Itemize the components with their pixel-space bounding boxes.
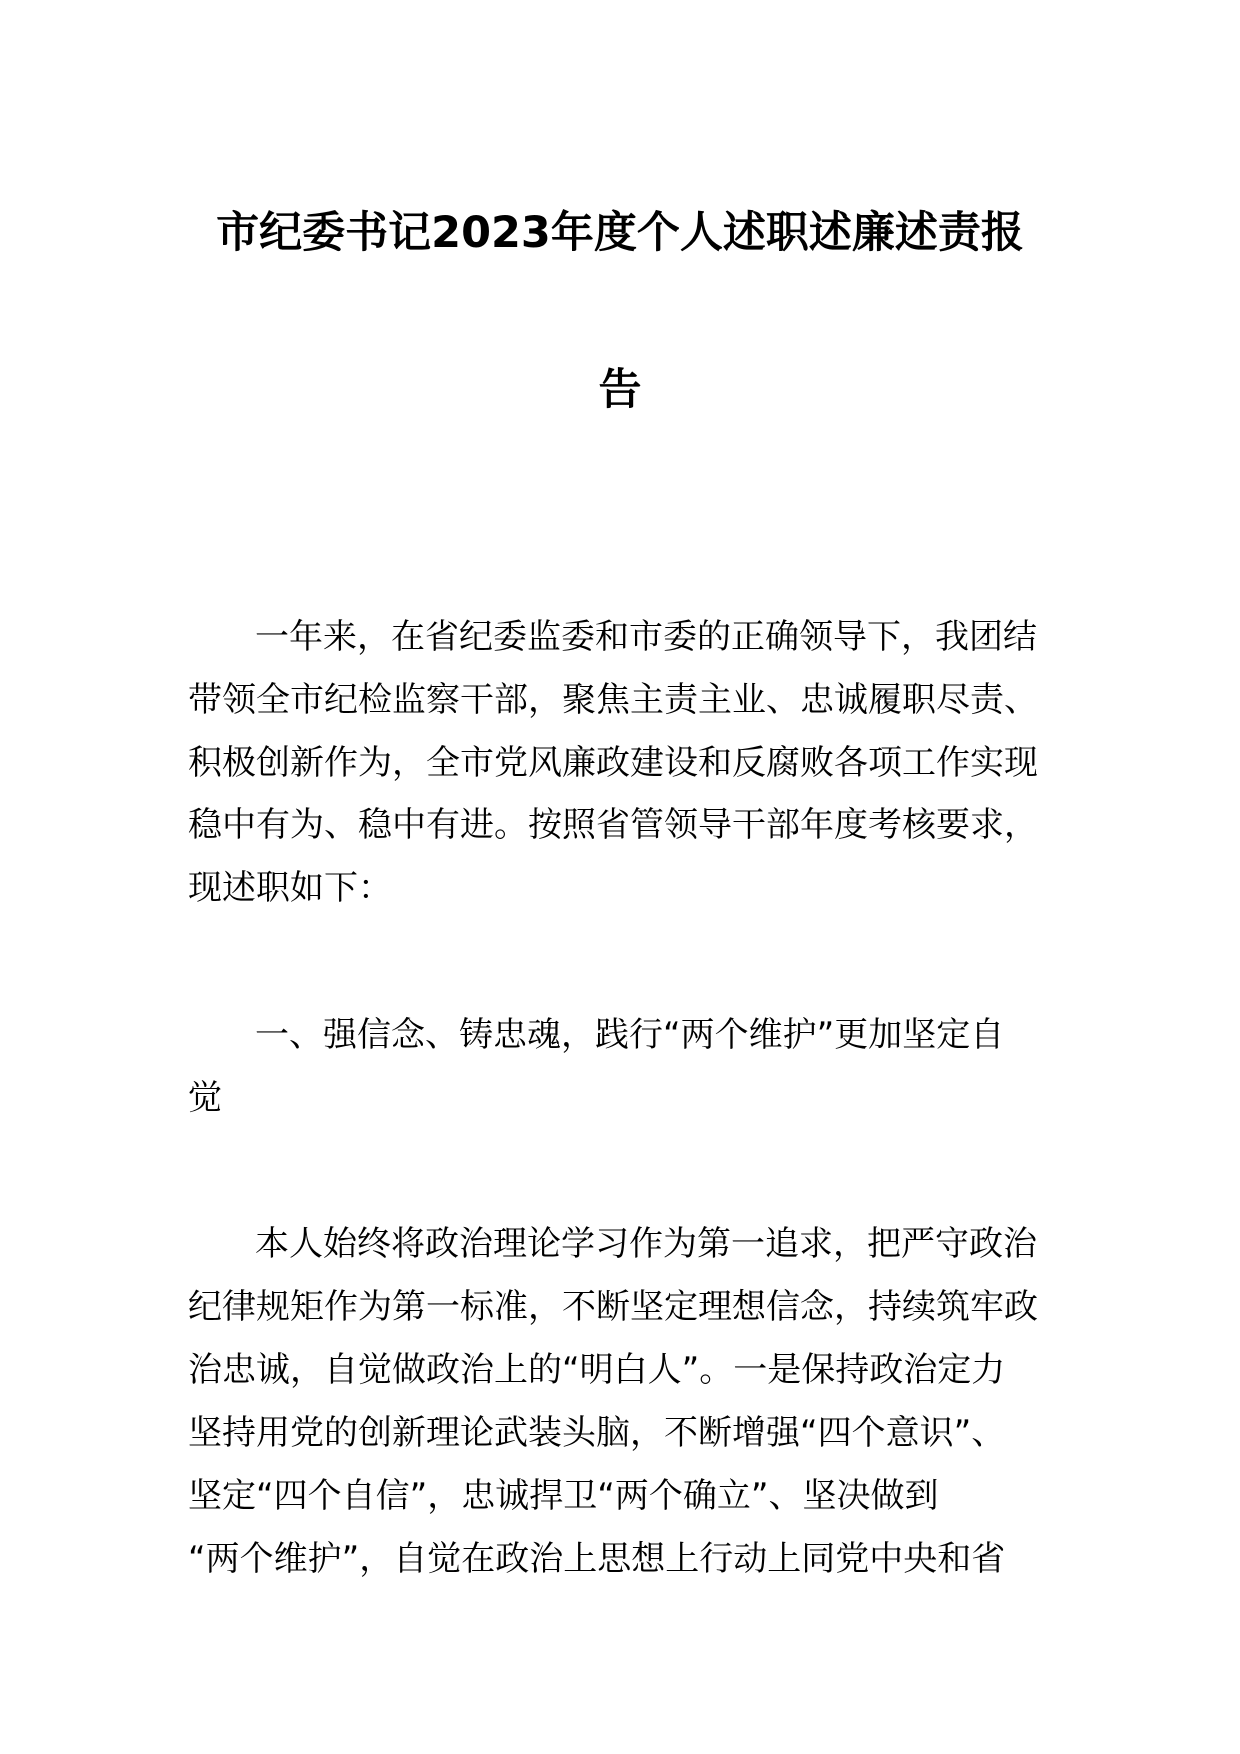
intro-line-1: 一年来，在省纪委监委和市委的正确领导下，我团结: [255, 617, 1037, 657]
intro-line-3: 积极创新作为，全市党风廉政建设和反腐败各项工作实现: [188, 743, 1038, 783]
section1-body-line-6: “两个维护”，自觉在政治上思想上行动上同党中央和省: [188, 1539, 1006, 1579]
section1-heading-line-1: 一、强信念、铸忠魂，践行“两个维护”更加坚定自: [255, 1015, 1005, 1055]
section1-body-line-2: 纪律规矩作为第一标准，不断坚定理想信念，持续筑牢政: [188, 1287, 1038, 1327]
section1-body-line-4: 坚持用党的创新理论武装头脑，不断增强“四个意识”、: [188, 1413, 1006, 1453]
section1-heading-line-2: 觉: [188, 1078, 222, 1118]
section1-body-line-3: 治忠诚，自觉做政治上的“明白人”。一是保持政治定力: [188, 1350, 1006, 1390]
section1-body-line-1: 本人始终将政治理论学习作为第一追求，把严守政治: [255, 1224, 1037, 1264]
intro-line-4: 稳中有为、稳中有进。按照省管领导干部年度考核要求，: [188, 805, 1038, 845]
document-title-line-1: 市纪委书记2023年度个人述职述廉述责报: [216, 208, 1024, 258]
intro-line-5: 现述职如下：: [188, 868, 392, 908]
section1-body-line-5: 坚定“四个自信”，忠诚捍卫“两个确立”、坚决做到: [188, 1476, 939, 1516]
document-title-line-2: 告: [598, 365, 642, 415]
intro-line-2: 带领全市纪检监察干部，聚焦主责主业、忠诚履职尽责、: [188, 680, 1038, 720]
